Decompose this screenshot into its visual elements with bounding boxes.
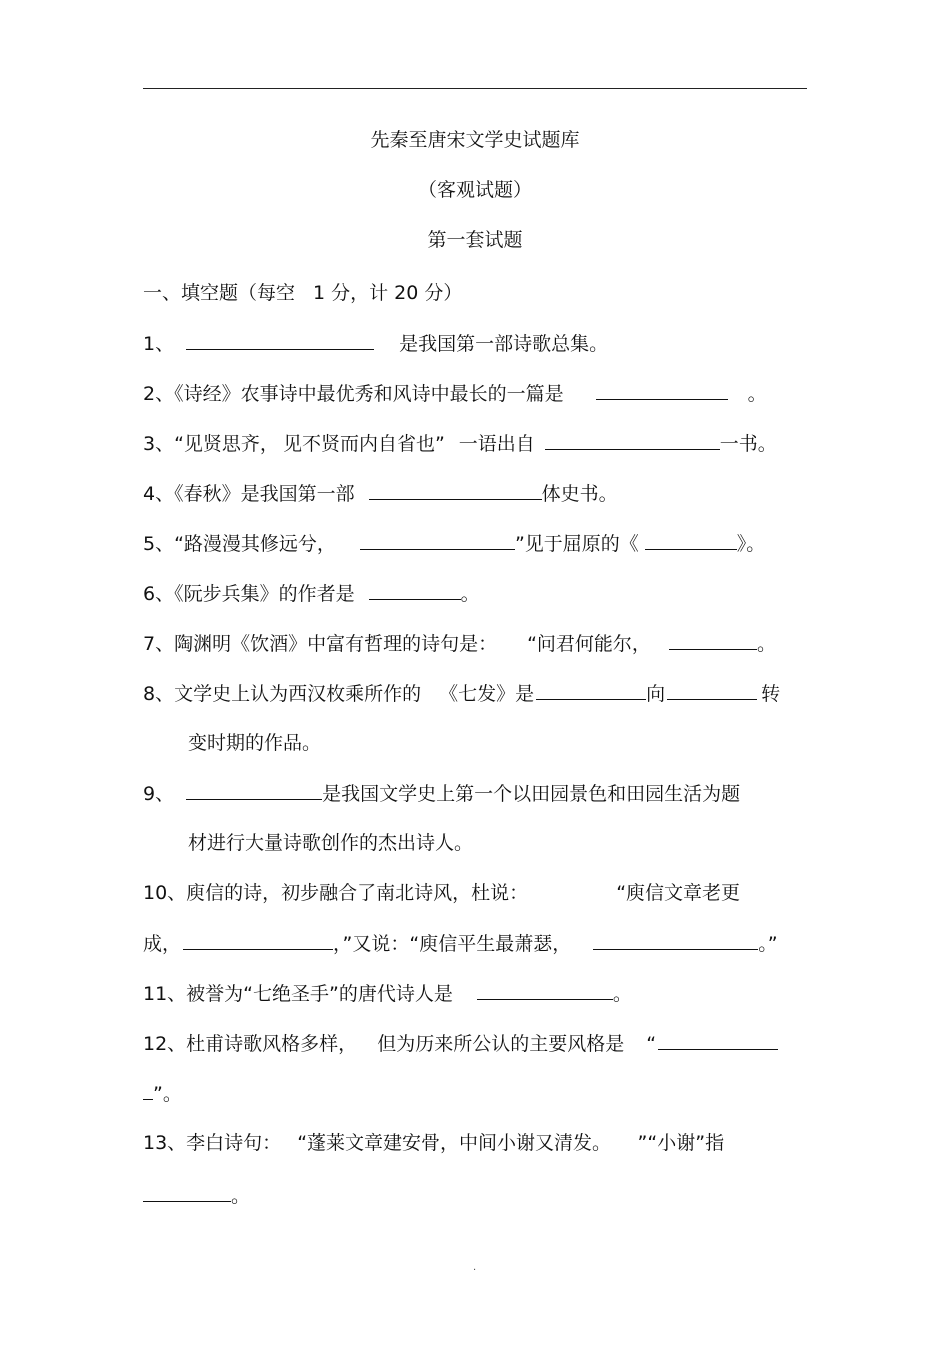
- question-5: 5、“路漫漫其修远兮， ”见于屈原的《 》。: [143, 533, 766, 555]
- question-11: 11、被誉为“七绝圣手”的唐代诗人是 。: [143, 983, 632, 1005]
- question-12: 12、杜甫诗歌风格多样， 但为历来所公认的主要风格是 “: [143, 1031, 778, 1056]
- footer-dot: .: [473, 1262, 477, 1273]
- answer-blank[interactable]: [477, 981, 613, 1000]
- question-13: 13、李白诗句： “蓬莱文章建安骨，中间小谢又清发。 ”“小谢”指: [143, 1132, 725, 1154]
- answer-blank[interactable]: [593, 931, 758, 950]
- answer-blank[interactable]: [536, 681, 646, 700]
- question-2: 2、《诗经》农事诗中最优秀和风诗中最长的一篇是 。: [143, 383, 767, 405]
- question-6: 6、《阮步兵集》的作者是 。: [143, 583, 480, 605]
- question-4: 4、《春秋》是我国第一部 体史书。: [143, 483, 618, 505]
- answer-blank[interactable]: [645, 531, 737, 550]
- question-1: 1、 是我国第一部诗歌总集。: [143, 333, 609, 355]
- set-title: 第一套试题: [427, 229, 523, 251]
- question-10: 10、庾信的诗，初步融合了南北诗风，杜说： “庾信文章老更: [143, 882, 741, 904]
- header-rule: [143, 88, 807, 89]
- answer-blank[interactable]: [667, 681, 757, 700]
- answer-blank[interactable]: [369, 581, 461, 600]
- page-title: 先秦至唐宋文学史试题库: [370, 129, 580, 151]
- answer-blank[interactable]: [186, 331, 374, 350]
- question-8: 8、文学史上认为西汉枚乘所作的 《七发》是 向 转: [143, 683, 781, 705]
- question-9: 9、 是我国文学史上第一个以田园景色和田园生活为题: [143, 783, 741, 805]
- page-subtitle: （客观试题）: [417, 179, 532, 201]
- answer-blank[interactable]: [369, 481, 542, 500]
- answer-blank-end[interactable]: [143, 1081, 153, 1100]
- answer-blank[interactable]: [183, 931, 333, 950]
- answer-blank[interactable]: [143, 1183, 231, 1202]
- question-10-continued: 成， ，”又说：“庾信平生最萧瑟， 。”: [143, 933, 778, 955]
- answer-blank[interactable]: [545, 431, 720, 450]
- answer-blank[interactable]: [669, 631, 757, 650]
- answer-blank[interactable]: [596, 381, 728, 400]
- question-12-continued: ”。: [143, 1081, 182, 1106]
- question-7: 7、陶渊明《饮酒》中富有哲理的诗句是： “问君何能尔， 。: [143, 633, 776, 655]
- answer-blank[interactable]: [658, 1031, 778, 1050]
- question-8-continued: 变时期的作品。: [188, 732, 322, 754]
- question-13-continued: 。: [143, 1183, 250, 1208]
- section-heading: 一、填空题（每空 1 分，计 20 分）: [143, 282, 463, 304]
- answer-blank[interactable]: [186, 781, 322, 800]
- question-3: 3、“见贤思齐， 见不贤而内自省也” 一语出自 一书。: [143, 433, 777, 455]
- answer-blank[interactable]: [360, 531, 515, 550]
- question-9-continued: 材进行大量诗歌创作的杰出诗人。: [188, 832, 474, 854]
